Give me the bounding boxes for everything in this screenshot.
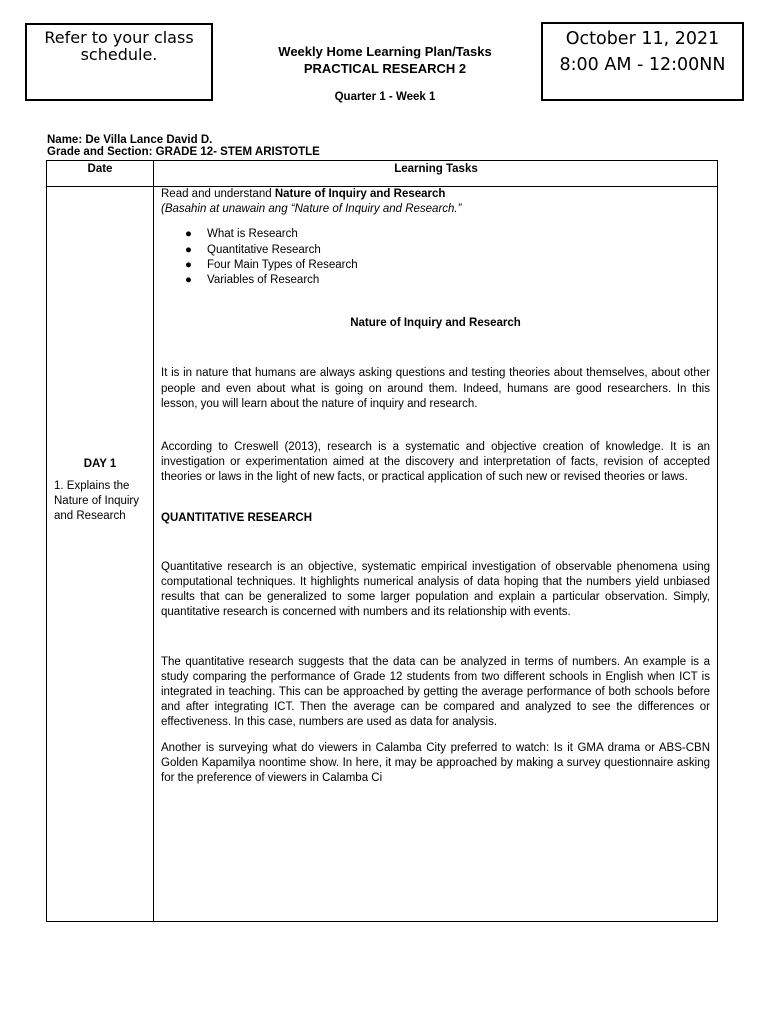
learning-tasks-cell bbox=[161, 187, 710, 786]
plan-title: Weekly Home Learning Plan/Tasks bbox=[278, 44, 492, 59]
topic-list bbox=[161, 227, 710, 288]
date-column-header: Date bbox=[87, 163, 113, 175]
day-label: DAY 1 bbox=[83, 458, 117, 470]
tasks-column-header: Learning Tasks bbox=[394, 163, 478, 175]
bullet-icon: ● bbox=[185, 274, 192, 287]
paragraph-survey-example: Another is surveying what do viewers in Calamba City preferred to watch: Is it GMA drama or ABS-CBN Golden Kapamilya noontime show. In here, it may be approached by making a survey questionnaire asking for the preference of viewers in Calamba Ci bbox=[161, 741, 710, 785]
section-title: Nature of Inquiry and Research bbox=[350, 317, 521, 330]
intro-tagalog: (Basahin at unawain ang “Nature of Inquiry and Research.” bbox=[161, 203, 462, 216]
quarter-label: Quarter 1 - Week 1 bbox=[334, 91, 436, 103]
date-text: October 11, 2021 bbox=[565, 29, 720, 49]
list-item: ● Quantitative Research bbox=[161, 243, 710, 258]
day-cell bbox=[54, 457, 146, 524]
bullet-icon: ● bbox=[185, 243, 192, 256]
day-objective: 1. Explains the Nature of Inquiry and Research bbox=[54, 480, 140, 522]
paragraph-creswell: According to Creswell (2013), research is a systematic and objective creation of knowledge. It is an investigation or experimentation aimed at the discovery and interpretation of facts, revision of accepted theories or laws in the light of new facts, or practical application of such new or revised theories or laws. bbox=[161, 441, 710, 484]
learning-plan-table bbox=[46, 160, 718, 922]
column-divider bbox=[153, 161, 154, 921]
grade-section: Grade and Section: GRADE 12- STEM ARISTOTLE bbox=[47, 146, 320, 158]
subject-title: PRACTICAL RESEARCH 2 bbox=[303, 61, 467, 76]
date-time-box bbox=[541, 22, 744, 101]
schedule-note-text: Refer to your class schedule. bbox=[44, 28, 194, 64]
paragraph-quantitative-definition: Quantitative research is an objective, systematic empirical investigation of observable phenomena using computational techniques. It highlights numerical analysis of data hoping that the numbers yield unbiased results that can be generalized to some larger population and explain a particular observation. Simply, quantitative research is concerned with numbers and its relationship with events. bbox=[161, 560, 710, 619]
intro-topic: Nature of Inquiry and Research bbox=[274, 188, 446, 200]
paragraph-quantitative-example: The quantitative research suggests that the data can be analyzed in terms of numbers. An example is a study comparing the performance of Grade 12 students from two different schools in English when ICT is integrated in teaching. This can be approached by getting the average performance of both schools before and after integrating ICT. Then the average can be compared and analyzed to see the differences or effectiveness. In this case, numbers are used as data for analysis. bbox=[161, 655, 710, 729]
time-text: 8:00 AM - 12:00NN bbox=[559, 55, 726, 75]
list-item: ● Four Main Types of Research bbox=[161, 258, 710, 273]
paragraph-nature: It is in nature that humans are always asking questions and testing theories about themselves, about other people and even about what is going on around them. Indeed, humans are good researchers. In this lesson, you will learn about the nature of inquiry and research. bbox=[161, 367, 710, 410]
intro-instruction bbox=[161, 187, 710, 202]
intro-prefix: Read and understand bbox=[161, 188, 275, 200]
list-item: ● Variables of Research bbox=[161, 273, 710, 288]
quantitative-heading: QUANTITATIVE RESEARCH bbox=[161, 511, 312, 524]
list-item: ● What is Research bbox=[161, 227, 710, 242]
bullet-icon: ● bbox=[185, 228, 192, 241]
schedule-note-box bbox=[25, 23, 213, 101]
bullet-icon: ● bbox=[185, 258, 192, 271]
student-name: Name: De Villa Lance David D. bbox=[47, 134, 213, 146]
